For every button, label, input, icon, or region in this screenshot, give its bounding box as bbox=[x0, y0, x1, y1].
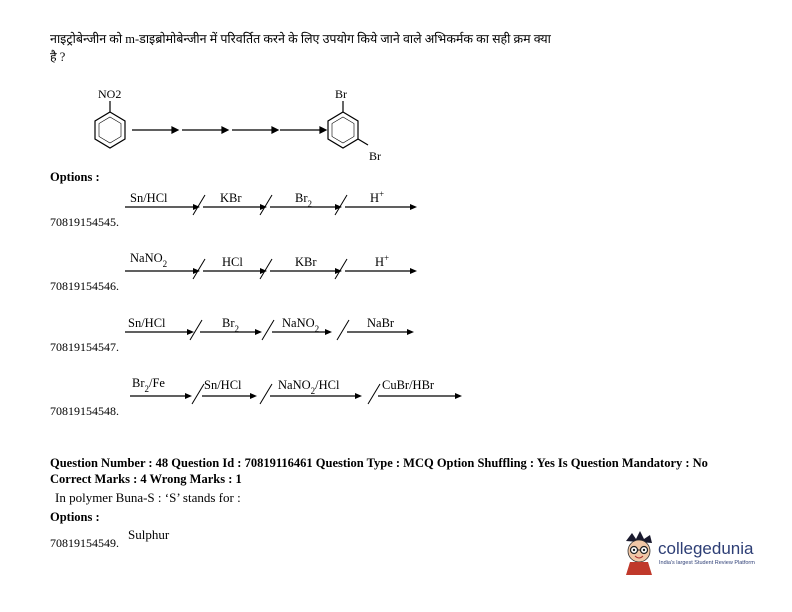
reagent-label: Sn/HCl bbox=[130, 191, 168, 205]
reagent-label: Sn/HCl bbox=[204, 378, 242, 392]
question-2-text: In polymer Buna-S : ‘S’ stands for : bbox=[55, 490, 241, 505]
option-reagent-sequence[interactable] bbox=[125, 251, 425, 281]
option-id: 70819154548. bbox=[50, 404, 119, 418]
options-label: Options : bbox=[50, 170, 100, 184]
reaction-arrows bbox=[132, 127, 326, 133]
reagent-label: KBr bbox=[295, 255, 317, 269]
bromo-top-label: Br bbox=[335, 87, 347, 101]
option-reagent-sequence[interactable] bbox=[125, 187, 425, 217]
question-meta bbox=[50, 455, 750, 487]
reagent-label: HCl bbox=[222, 255, 243, 269]
mascot-icon bbox=[626, 531, 652, 575]
options-label-2: Options : bbox=[50, 510, 100, 524]
collegedunia-logo bbox=[622, 527, 782, 577]
reagent-label: Sn/HCl bbox=[128, 316, 166, 330]
question-text bbox=[50, 30, 610, 66]
reagent-label: $Br_2$ bbox=[222, 316, 239, 334]
option-answer-text[interactable]: Sulphur bbox=[128, 527, 170, 542]
reagent-label: CuBr/HBr bbox=[382, 378, 435, 392]
option-id: 70819154549. bbox=[50, 536, 119, 550]
option-reagent-sequence[interactable] bbox=[125, 312, 425, 342]
bromo-bottom-label: Br bbox=[369, 149, 381, 163]
logo-tagline: India's largest Student Review Platform bbox=[659, 560, 755, 566]
reagent-label: $Br_2$ bbox=[295, 191, 312, 209]
reagent-label: NaNO$_2$ bbox=[282, 316, 320, 334]
option-reagent-sequence[interactable] bbox=[130, 376, 470, 406]
reagent-label: $Br_2/Fe$ bbox=[132, 376, 165, 394]
question-meta-line-1: Question Number : 48 Question Id : 70819116461 Question Type : MCQ Option Shuffling : Yes Is Question Mandatory : No bbox=[50, 456, 708, 470]
option-id: 70819154545. bbox=[50, 215, 119, 229]
option-id: 70819154547. bbox=[50, 340, 119, 354]
dibromobenzene-structure bbox=[328, 87, 381, 163]
reagent-label: H+ bbox=[370, 189, 385, 205]
nitro-group-label: NO2 bbox=[98, 87, 122, 101]
reagent-label: NaBr bbox=[367, 316, 395, 330]
question-meta-line-2: Correct Marks : 4 Wrong Marks : 1 bbox=[50, 472, 242, 486]
option-id: 70819154546. bbox=[50, 279, 119, 293]
reaction-scheme bbox=[80, 84, 420, 164]
question-line-1: नाइट्रोबेन्जीन को m-डाइब्रोमोबेन्जीन में परिवर्तित करने के लिए उपयोग किये जाने वाले अभिकर्मक का सही क्रम क्या bbox=[50, 32, 551, 46]
reagent-label: NaNO$_2$/HCl bbox=[278, 378, 340, 396]
reagent-label: NaNO$_2$ bbox=[130, 251, 168, 269]
logo-name: collegedunia bbox=[658, 539, 754, 558]
reagent-label: KBr bbox=[220, 191, 242, 205]
question-line-2: है ? bbox=[50, 50, 66, 64]
nitrobenzene-structure bbox=[95, 87, 125, 148]
reagent-label: H+ bbox=[375, 253, 390, 269]
